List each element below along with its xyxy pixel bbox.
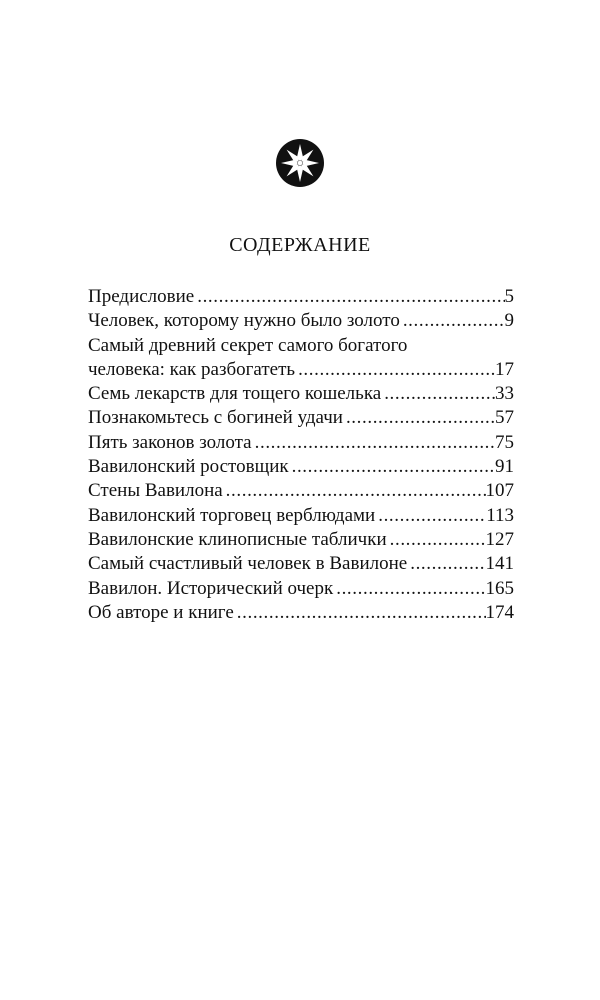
dot-leader: [252, 431, 495, 455]
toc-entry-label: человека: как разбогатеть: [88, 358, 296, 380]
toc-entry[interactable]: [88, 309, 514, 333]
toc-entry[interactable]: [88, 552, 514, 576]
toc-entry[interactable]: [88, 285, 514, 309]
toc-entry-label: Стены Вавилона: [88, 480, 223, 502]
toc-entry[interactable]: [88, 504, 514, 528]
toc-entry-label: Пять законов золота: [88, 431, 252, 453]
dot-leader: [194, 285, 504, 309]
toc-entry-page: 174: [485, 601, 514, 623]
toc-entry-page: 91: [495, 456, 514, 478]
dot-leader: [407, 552, 485, 576]
dot-leader: [381, 382, 495, 406]
toc-entry[interactable]: [88, 382, 514, 406]
toc-entry-page: 141: [485, 553, 514, 575]
dot-leader: [289, 455, 495, 479]
toc-entry[interactable]: [88, 577, 514, 601]
dot-leader: [234, 601, 486, 625]
toc-entry[interactable]: [88, 528, 514, 552]
toc-entry-page: 17: [495, 358, 514, 380]
toc-entry-label: Предисловие: [88, 286, 195, 307]
toc-entry-label-line1: Самый древний секрет самого богатого: [88, 334, 408, 356]
dot-leader: [400, 309, 505, 333]
toc-entry-page: 75: [495, 431, 514, 453]
toc-entry-page: 9: [504, 310, 514, 332]
toc-entry-label: Самый счастливый человек в Вавилоне: [88, 553, 408, 575]
toc-entry-label: Вавилон. Исторический очерк: [88, 577, 334, 599]
toc-entry-page: 165: [485, 577, 514, 599]
toc-entry-label: Вавилонский ростовщик: [88, 456, 289, 478]
dot-leader: [375, 504, 486, 528]
toc-entry[interactable]: [88, 479, 514, 503]
dot-leader: [295, 358, 495, 382]
toc-entry-label: Об авторе и книге: [88, 601, 234, 623]
toc-entry-page: 5: [504, 286, 514, 307]
toc-entry[interactable]: [88, 431, 514, 455]
toc-entry[interactable]: [88, 455, 514, 479]
toc-entry[interactable]: [88, 406, 514, 430]
toc-entry-label: Вавилонские клинописные таблички: [88, 528, 387, 550]
toc-entry[interactable]: [88, 601, 514, 625]
table-of-contents: [88, 285, 514, 625]
toc-entry-label: Познакомьтесь с богиней удачи: [88, 407, 343, 429]
toc-entry-label: Вавилонский торговец верблюдами: [88, 504, 376, 526]
dot-leader: [223, 479, 486, 503]
dot-leader: [343, 406, 495, 430]
dot-leader: [387, 528, 486, 552]
toc-title: СОДЕРЖАНИЕ: [229, 234, 371, 256]
star-flower-ornament-icon: [275, 138, 325, 188]
toc-entry-page: 33: [495, 383, 514, 405]
toc-entry-page: 107: [485, 480, 514, 502]
toc-entry-page: 127: [485, 528, 514, 550]
toc-entry-label: Человек, которому нужно было золото: [88, 310, 400, 332]
toc-entry[interactable]: [88, 334, 514, 383]
dot-leader: [333, 577, 485, 601]
toc-entry-label: Семь лекарств для тощего кошелька: [88, 383, 382, 405]
toc-entry-page: 57: [495, 407, 514, 429]
toc-entry-page: 113: [486, 504, 514, 526]
